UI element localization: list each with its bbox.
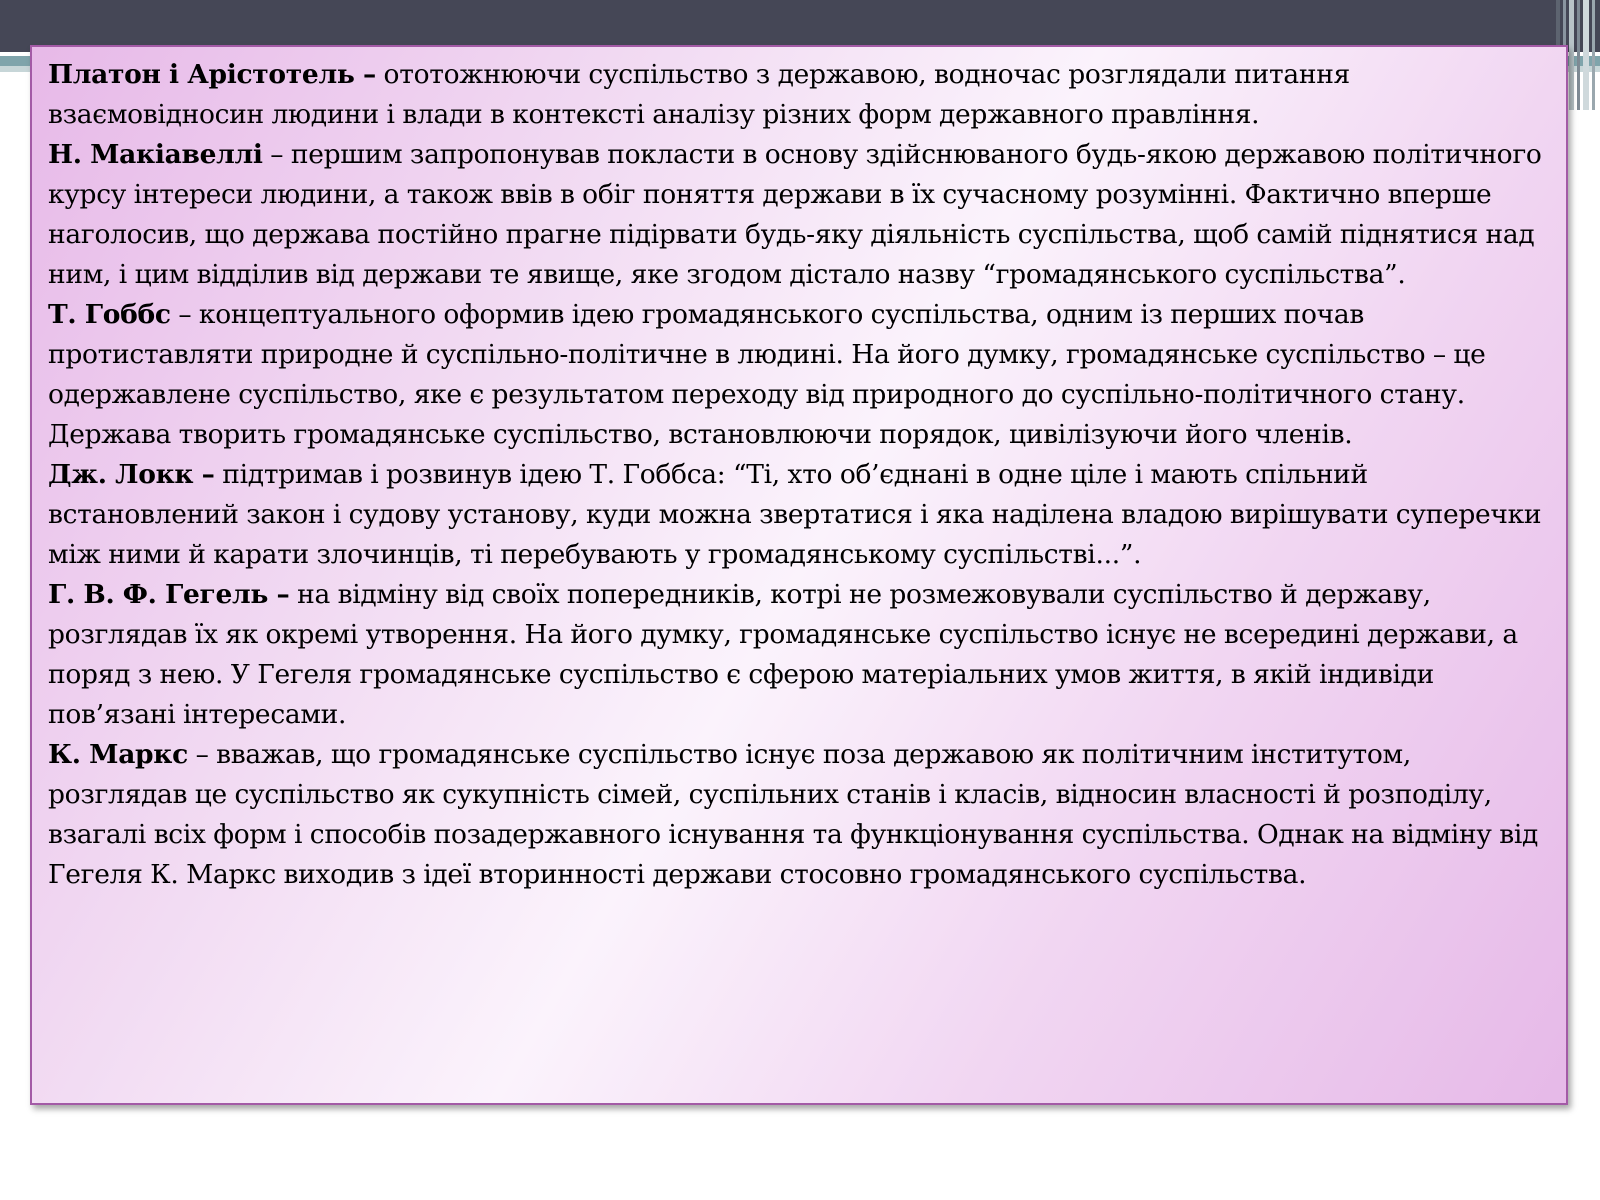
paragraph-text: – концептуального оформив ідею громадянського суспільства, одним із перших почав протиставляти природне й суспільно-політичне в людині. На його думку, громадянське суспільство – це одержавлене суспільство, яке є результатом переходу від природного до суспільно-політичного стану. Держава творить громадянське суспільство, встановлюючи порядок, цивілізуючи його членів. bbox=[48, 299, 1486, 450]
author-name: Т. Гоббс bbox=[48, 299, 171, 330]
author-name: Дж. Локк – bbox=[48, 459, 215, 490]
paragraph-plato-aristotle bbox=[48, 55, 1550, 135]
paragraph-locke bbox=[48, 455, 1550, 575]
content-text bbox=[48, 55, 1550, 895]
paragraph-text: на відміну від своїх попередників, котрі не розмежовували суспільство й державу, розглядав їх як окремі утворення. На його думку, громадянське суспільство існує не всередині держави, а поряд з нею. У Гегеля громадянське суспільство є сферою матеріальних умов життя, в якій індивіди пов’язані інтересами. bbox=[48, 579, 1518, 730]
paragraph-hobbes bbox=[48, 295, 1550, 455]
paragraph-marx bbox=[48, 735, 1550, 895]
author-name: Платон і Арістотель – bbox=[48, 59, 376, 90]
content-box bbox=[30, 45, 1568, 1105]
author-name: Н. Макіавеллі bbox=[48, 139, 263, 170]
author-name: К. Маркс bbox=[48, 739, 188, 770]
paragraph-text: – першим запропонував покласти в основу здійснюваного будь-якою державою політичного курсу інтереси людини, а також ввів в обіг поняття держави в їх сучасному розумінні. Фактично вперше наголосив, що держава постійно прагне підірвати будь-яку діяльність суспільства, щоб самій піднятися над ним, і цим відділив від держави те явище, яке згодом дістало назву “громадянського суспільства”. bbox=[48, 139, 1542, 290]
paragraph-text: – вважав, що громадянське суспільство існує поза державою як політичним інститутом, розглядав це суспільство як сукупність сімей, суспільних станів і класів, відносин власності й розподілу, взагалі всіх форм і способів позадержавного існування та функціонування суспільства. Однак на відміну від Гегеля К. Маркс виходив з ідеї вторинності держави стосовно громадянського суспільства. bbox=[48, 739, 1539, 890]
paragraph-text: підтримав і розвинув ідею Т. Гоббса: “Ті, хто об’єднані в одне ціле і мають спільний встановлений закон і судову установу, куди можна звертатися і яка наділена владою вирішувати суперечки між ними й карати злочинців, ті перебувають у громадянському суспільстві...”. bbox=[48, 459, 1542, 570]
paragraph-machiavelli bbox=[48, 135, 1550, 295]
paragraph-text: ототожнюючи суспільство з державою, водночас розглядали питання взаємовідносин людини і влади в контексті аналізу різних форм державного правління. bbox=[48, 59, 1350, 130]
author-name: Г. В. Ф. Гегель – bbox=[48, 579, 290, 610]
paragraph-hegel bbox=[48, 575, 1550, 735]
